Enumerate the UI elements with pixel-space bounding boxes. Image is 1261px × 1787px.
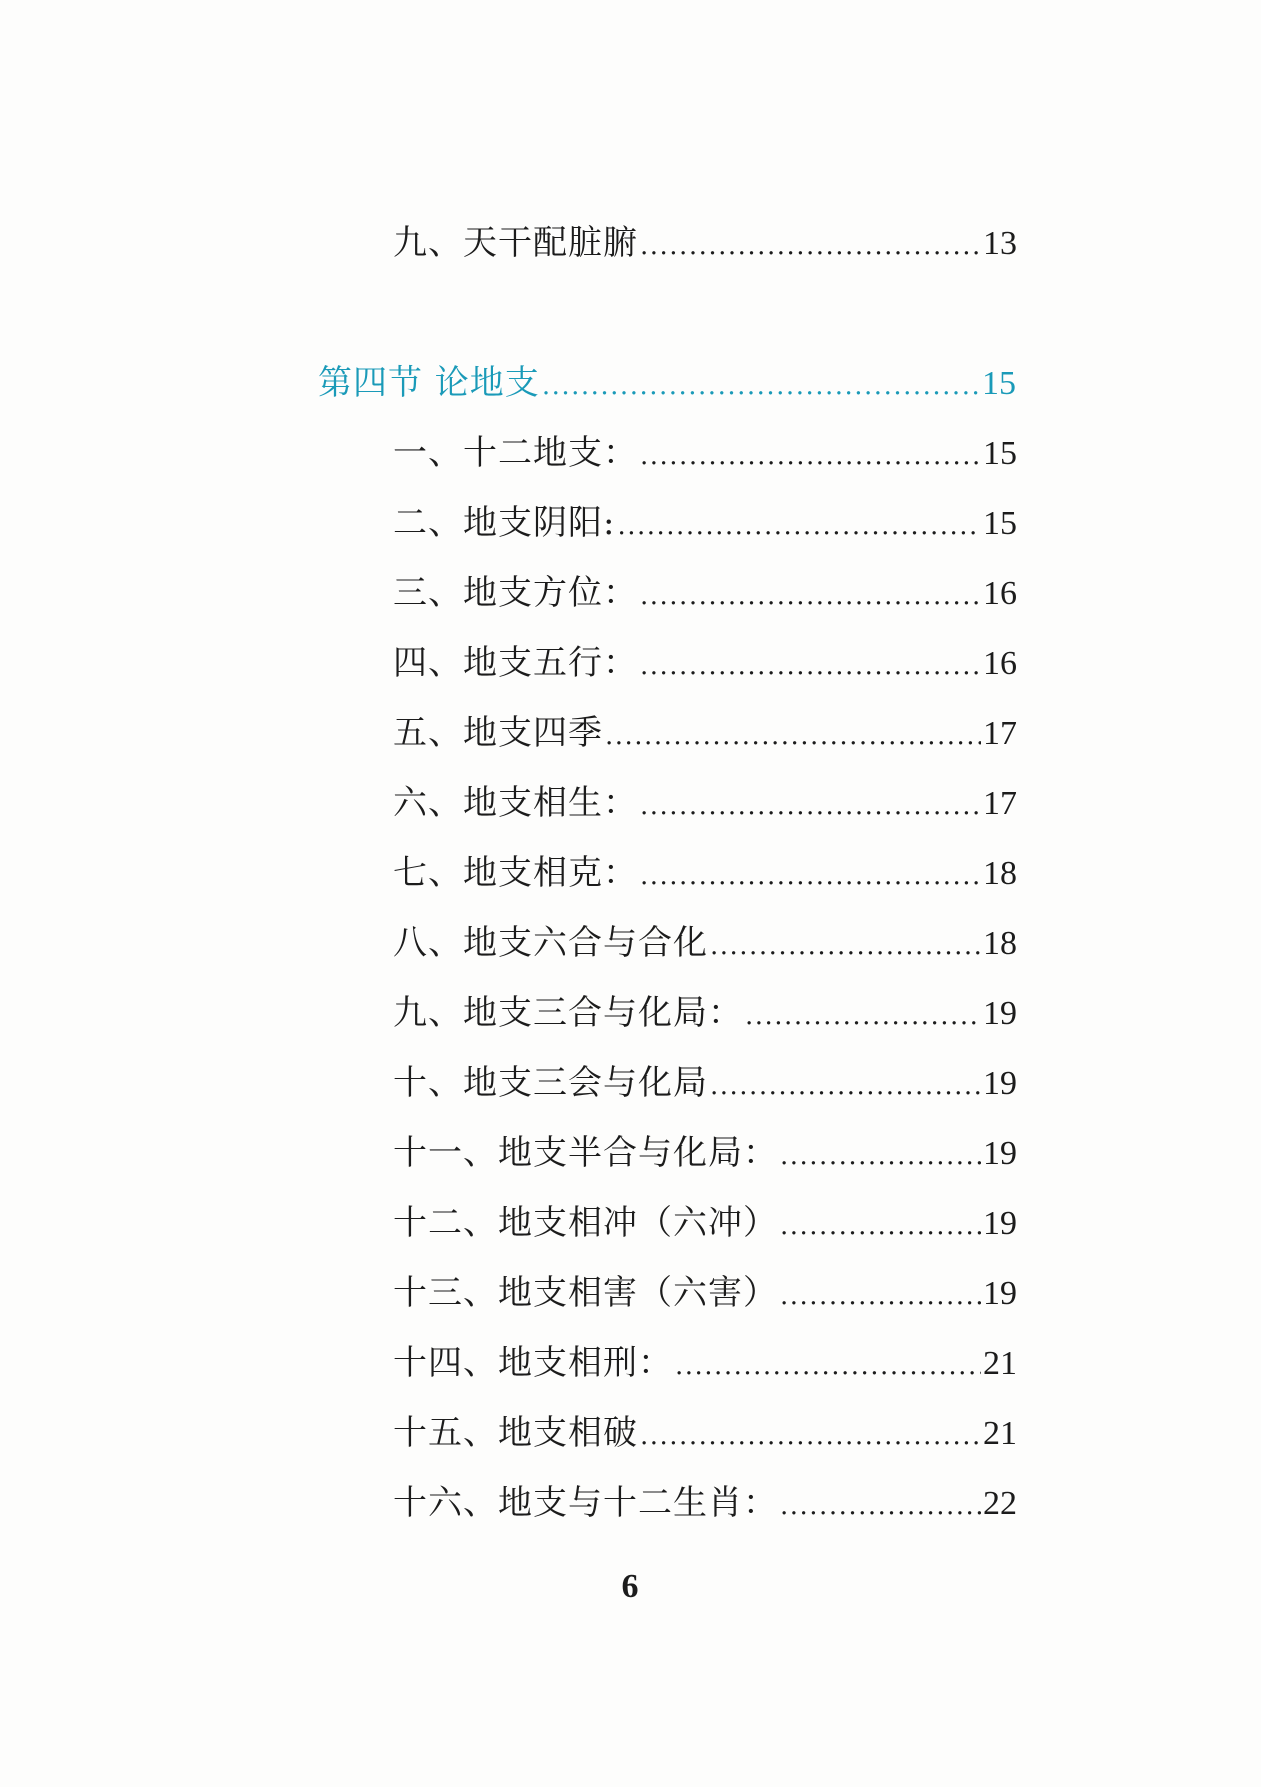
toc-dot-leader xyxy=(640,781,981,828)
toc-entry-page: 15 xyxy=(983,505,1017,542)
toc-entry[interactable] xyxy=(393,1128,1017,1178)
toc-dot-leader xyxy=(710,921,981,968)
toc-entry-page: 18 xyxy=(983,925,1017,962)
toc-dot-leader xyxy=(605,711,981,758)
toc-entry-title: 五、地支四季 xyxy=(393,713,603,753)
toc-dot-leader xyxy=(780,1271,981,1318)
toc-entry-title: 十三、地支相害（六害） xyxy=(393,1273,778,1313)
toc-entry[interactable] xyxy=(393,988,1017,1038)
toc-entry-title: 十一、地支半合与化局： xyxy=(393,1133,778,1173)
toc-entry[interactable] xyxy=(393,918,1017,968)
toc-entry-page: 19 xyxy=(983,1135,1017,1172)
toc-dot-leader xyxy=(640,431,981,478)
toc-entry-page: 15 xyxy=(983,435,1017,472)
toc-entry-page: 19 xyxy=(983,1275,1017,1312)
toc-entry-page: 16 xyxy=(983,575,1017,612)
toc-dot-leader xyxy=(640,851,981,898)
toc-entry-page: 19 xyxy=(983,1205,1017,1242)
toc-entry[interactable] xyxy=(393,778,1017,828)
toc-entry-page: 19 xyxy=(983,1065,1017,1102)
toc-entry-page: 22 xyxy=(983,1485,1017,1522)
toc-entry-title: 十、地支三会与化局 xyxy=(393,1063,708,1103)
toc-dot-leader xyxy=(617,501,981,548)
toc-entry-title: 二、地支阴阳: xyxy=(393,503,616,543)
toc-entry-page: 21 xyxy=(983,1345,1017,1382)
toc-entry-title: 一、十二地支： xyxy=(393,433,638,473)
toc-dot-leader xyxy=(640,1411,981,1458)
toc-entry-title: 四、地支五行： xyxy=(393,643,638,683)
toc-dot-leader xyxy=(542,361,980,408)
toc-entry[interactable] xyxy=(393,428,1017,478)
toc-entry[interactable] xyxy=(393,708,1017,758)
toc-entry[interactable] xyxy=(393,848,1017,898)
toc-dot-leader xyxy=(780,1131,981,1178)
toc-section-title: 第四节 论地支 xyxy=(318,363,540,403)
toc-entry[interactable] xyxy=(393,1338,1017,1388)
toc-entry-title: 六、地支相生： xyxy=(393,783,638,823)
toc-entry-title: 十六、地支与十二生肖： xyxy=(393,1483,778,1523)
toc-entry-page: 17 xyxy=(983,715,1017,752)
page-number: 6 xyxy=(621,1568,639,1605)
toc-entry[interactable] xyxy=(393,1198,1017,1248)
toc-entry-title: 九、天干配脏腑 xyxy=(393,223,638,263)
toc-entry-title: 九、地支三合与化局： xyxy=(393,993,743,1033)
toc-dot-leader xyxy=(675,1341,981,1388)
toc-dot-leader xyxy=(640,571,981,618)
toc-entry[interactable] xyxy=(393,1268,1017,1318)
toc-dot-leader xyxy=(780,1481,981,1528)
toc-entry-title: 十五、地支相破 xyxy=(393,1413,638,1453)
toc-entry-title: 七、地支相克： xyxy=(393,853,638,893)
toc-entry-title: 十四、地支相刑： xyxy=(393,1343,673,1383)
toc-dot-leader xyxy=(640,641,981,688)
toc-entry-page: 16 xyxy=(983,645,1017,682)
toc-section-heading[interactable] xyxy=(318,358,1016,408)
toc-entry[interactable] xyxy=(393,498,1017,548)
toc-entry-title: 八、地支六合与合化 xyxy=(393,923,708,963)
toc-dot-leader xyxy=(745,991,981,1038)
toc-dot-leader xyxy=(640,221,981,268)
toc-entry-page: 19 xyxy=(983,995,1017,1032)
toc-entry-page: 17 xyxy=(983,785,1017,822)
toc-entry[interactable] xyxy=(393,568,1017,618)
toc-entry[interactable] xyxy=(393,1408,1017,1458)
toc-dot-leader xyxy=(710,1061,981,1108)
toc-entry[interactable] xyxy=(393,218,1017,268)
toc-entry-title: 十二、地支相冲（六冲） xyxy=(393,1203,778,1243)
toc-section-page: 15 xyxy=(982,365,1016,402)
toc-entry-title: 三、地支方位： xyxy=(393,573,638,613)
toc-entry[interactable] xyxy=(393,638,1017,688)
toc-entry-page: 18 xyxy=(983,855,1017,892)
toc-dot-leader xyxy=(780,1201,981,1248)
toc-entry[interactable] xyxy=(393,1058,1017,1108)
toc-entry[interactable] xyxy=(393,1478,1017,1528)
toc-entry-page: 13 xyxy=(983,225,1017,262)
toc-entry-page: 21 xyxy=(983,1415,1017,1452)
